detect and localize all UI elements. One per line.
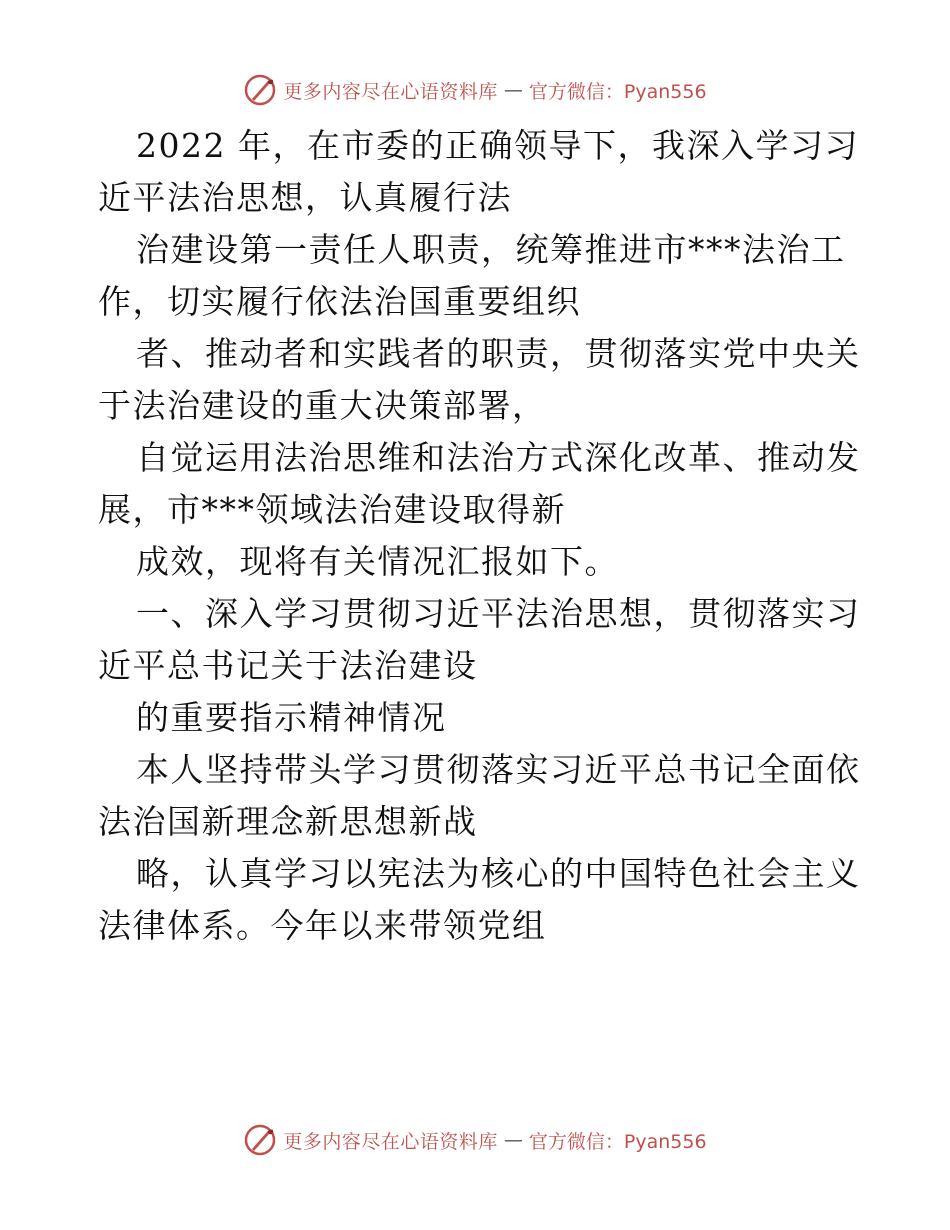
quill-logo-icon [243,73,277,107]
paragraph-line: 近平法治思想，认真履行法 [98,178,512,217]
paragraph-line: 作，切实履行依法治国重要组织 [98,282,581,321]
footer-watermark [0,1120,950,1160]
section-heading-line: 的重要指示精神情况 [136,698,447,737]
paragraph-line: 本人坚持带头学习贯彻落实习近平总书记全面依 [136,750,861,789]
paragraph-line: 成效，现将有关情况汇报如下。 [136,542,619,581]
quill-logo-icon [243,1123,277,1157]
paragraph-line: 展，市***领域法治建设取得新 [98,490,566,529]
watermark-wechat-text: 官方微信：Pyan556 [528,1130,707,1153]
paragraph-line: 治建设第一责任人职责，统筹推进市***法治工 [136,230,846,269]
watermark-separator: — [503,79,523,101]
watermark-wechat-text: 官方微信：Pyan556 [528,80,707,103]
paragraph-line: 法治国新理念新思想新战 [98,802,478,841]
paragraph-line: 者、推动者和实践者的职责，贯彻落实党中央关 [136,334,861,373]
watermark-site-text: 更多内容尽在心语资料库 [283,80,498,103]
document-body [98,120,861,952]
watermark-separator: — [503,1129,523,1151]
header-watermark [0,70,950,110]
paragraph-line: 略，认真学习以宪法为核心的中国特色社会主义 [136,854,861,893]
paragraph-line: 于法治建设的重大决策部署， [98,386,547,425]
paragraph-line: 法律体系。今年以来带领党组 [98,906,547,945]
paragraph-line: 自觉运用法治思维和法治方式深化改革、推动发 [136,438,861,477]
paragraph-line: 2022 年，在市委的正确领导下，我深入学习习 [136,126,859,165]
watermark-site-text: 更多内容尽在心语资料库 [283,1130,498,1153]
section-heading-line: 近平总书记关于法治建设 [98,646,478,685]
section-heading-line: 一、深入学习贯彻习近平法治思想，贯彻落实习 [136,594,861,633]
